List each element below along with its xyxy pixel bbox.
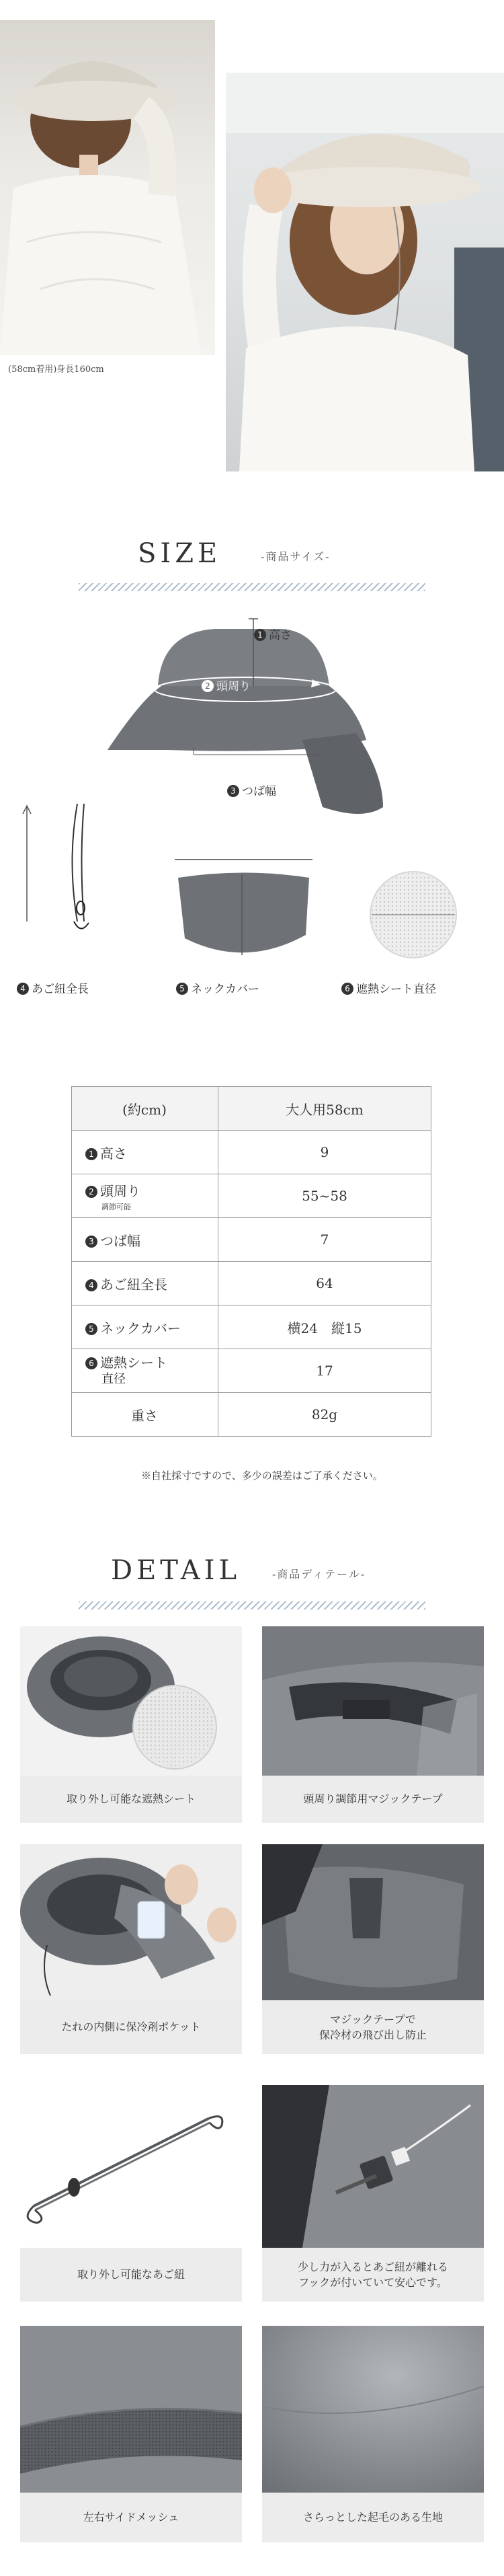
chin-strap-diagram	[13, 800, 94, 962]
detail-caption: 取り外し可能なあご紐	[20, 2248, 242, 2302]
detail-title: DETAIL	[111, 1555, 241, 1586]
label-brim: 3 つば幅	[227, 782, 276, 798]
label-neck: 5 ネックカバー	[176, 979, 259, 996]
detail-tile-velcro	[262, 1626, 484, 1823]
size-table	[71, 1086, 431, 1437]
table-note: ※自社採寸ですので、多少の誤差はご了承ください。	[141, 1470, 383, 1482]
detail-tile-hook	[262, 2085, 484, 2302]
detail-tile-mesh	[20, 2326, 242, 2542]
heat-sheet-diagram	[366, 868, 460, 962]
table-header-right: 大人用58cm	[218, 1087, 431, 1131]
detail-caption: マジックテープで 保冷材の飛び出し防止	[262, 2000, 484, 2054]
hero-photo-left	[0, 20, 215, 355]
table-header-left: (約cm)	[72, 1087, 218, 1131]
detail-tile-velcro-pocket	[262, 1844, 484, 2054]
detail-divider	[79, 1601, 425, 1609]
table-header-row	[72, 1087, 431, 1131]
label-sheet: 6 遮熱シート直径	[341, 979, 436, 996]
hero-photo-right	[226, 73, 504, 471]
label-head: 2 頭周り	[202, 677, 251, 693]
detail-tile-chin-strap	[20, 2085, 242, 2302]
detail-caption: 少し力が入るとあご紐が離れる フックが付いていて安心です。	[262, 2248, 484, 2302]
label-height: 1 高さ	[254, 626, 292, 642]
detail-caption: たれの内側に保冷剤ポケット	[20, 2000, 242, 2054]
detail-caption: さらっとした起毛のある生地	[262, 2493, 484, 2542]
size-divider	[79, 583, 425, 591]
table-row: 4 あご紐全長 64	[72, 1262, 431, 1305]
hero-caption: (58cm着用)身長160cm	[8, 365, 104, 375]
detail-tile-cool-pocket	[20, 1844, 242, 2054]
size-title: SIZE	[138, 538, 222, 569]
table-row: 重さ 82g	[72, 1393, 431, 1437]
detail-tile-heat-sheet	[20, 1626, 242, 1823]
detail-subtitle: -商品ディテール-	[272, 1568, 366, 1581]
detail-caption: 左右サイドメッシュ	[20, 2493, 242, 2542]
label-chin: 4 あご紐全長	[17, 979, 89, 996]
neck-cover-diagram	[171, 854, 316, 969]
size-subtitle: -商品サイズ-	[261, 550, 331, 563]
table-row: 6 遮熱シート 直径 17	[72, 1349, 431, 1393]
table-row: 3 つば幅 7	[72, 1218, 431, 1262]
detail-tile-fabric	[262, 2326, 484, 2542]
table-row: 1 高さ 9	[72, 1131, 431, 1174]
detail-caption: 取り外し可能な遮熱シート	[20, 1776, 242, 1823]
table-row: 2 頭周り 調節可能 55~58	[72, 1174, 431, 1218]
detail-caption: 頭周り調節用マジックテープ	[262, 1776, 484, 1823]
table-row: 5 ネックカバー 横24 縦15	[72, 1305, 431, 1349]
